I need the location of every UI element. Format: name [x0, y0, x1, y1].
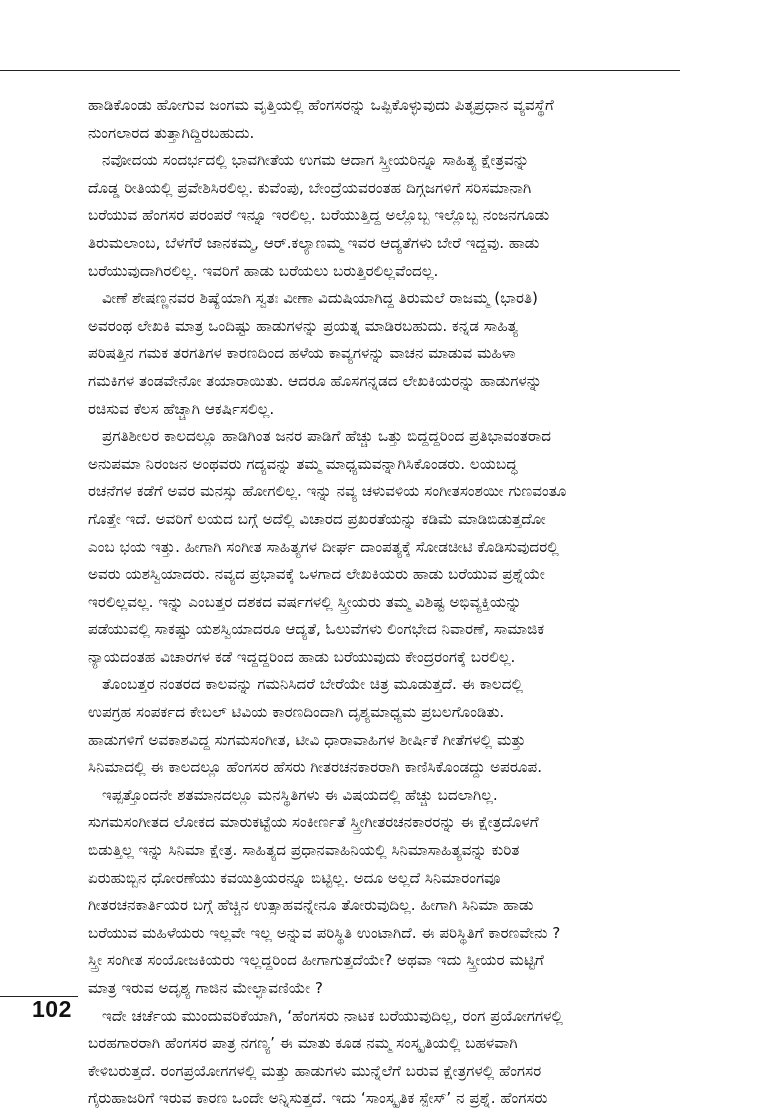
body-text [88, 92, 680, 1113]
text-line: ರಚಿಸುವ ಕೆಲಸ ಹೆಚ್ಚಾಗಿ ಆಕರ್ಷಿಸಲಿಲ್ಲ. [88, 399, 275, 418]
text-line: ಗಮಕಿಗಳ ತಂಡವೇನೋ ತಯಾರಾಯಿತು. ಆದರೂ ಹೊಸಗನ್ನಡದ ಲೇಖಕಿಯರನ್ನು ಹಾಡುಗಳನ್ನು [88, 371, 543, 390]
text-line: ಹಾಡಿಕೊಂಡು ಹೋಗುವ ಜಂಗಮ ವೃತ್ತಿಯಲ್ಲಿ ಹೆಂಗಸರನ್ನು ಒಪ್ಪಿಕೊಳ್ಳುವುದು ಪಿತೃಪ್ರಧಾನ ವ್ಯವಸ್ಥೆಗೆ [88, 96, 554, 114]
text-line: ಸುಗಮಸಂಗೀತದ ಲೋಕದ ಮಾರುಕಟ್ಟೆಯ ಸಂಕೀರ್ಣತೆ ಸ್ತ್ರೀಗೀತರಚನಕಾರರನ್ನು ಈ ಕ್ಷೇತ್ರದೊಳಗೆ [88, 813, 539, 832]
text-line: ಬರೆಯುವ ಹೆಂಗಸರ ಪರಂಪರೆ ಇನ್ನೂ ಇರಲಿಲ್ಲ. ಬರೆಯುತ್ತಿದ್ದ ಅಲ್ಲೊಬ್ಬ ಇಲ್ಲೊಬ್ಬ ನಂಜನಗೂಡು [88, 206, 550, 225]
text-line: ರಚನೆಗಳ ಕಡೆಗೆ ಅವರ ಮನಸ್ಸು ಹೋಗಲಿಲ್ಲ. ಇನ್ನು ನವ್ಯ ಚಳುವಳಿಯ ಸಂಗೀತಸಂಶಯೀ ಗುಣವಂತೂ [88, 482, 567, 501]
text-line: ನುಂಗಲಾರದ ತುತ್ತಾಗಿದ್ದಿರಬಹುದು. [88, 123, 255, 142]
page-number: 102 [32, 996, 72, 1022]
text-line: ತೊಂಬತ್ತರ ನಂತರದ ಕಾಲವನ್ನು ಗಮನಿಸಿದರೆ ಬೇರೆಯೇ ಚಿತ್ರ ಮೂಡುತ್ತದೆ. ಈ ಕಾಲದಲ್ಲಿ [102, 675, 524, 694]
text-line: ಉಪಗ್ರಹ ಸಂಪರ್ಕದ ಕೇಬಲ್ ಟಿವಿಯ ಕಾರಣದಿಂದಾಗಿ ದೃಶ್ಯಮಾಧ್ಯಮ ಪ್ರಬಲಗೊಂಡಿತು. [88, 703, 505, 722]
text-line: ಬರೆಯುವುದಾಗಿರಲಿಲ್ಲ. ಇವರಿಗೆ ಹಾಡು ಬರೆಯಲು ಬರುತ್ತಿರಲಿಲ್ಲವೆಂದಲ್ಲ. [88, 261, 439, 280]
text-line: ಹಾಡುಗಳಿಗೆ ಅವಕಾಶವಿದ್ದ ಸುಗಮಸಂಗೀತ, ಟೀವಿ ಧಾರಾವಾಹಿಗಳ ಶೀರ್ಷಿಕೆ ಗೀತೆಗಳಲ್ಲಿ ಮತ್ತು [88, 730, 526, 749]
text-line: ದೊಡ್ಡ ರೀತಿಯಲ್ಲಿ ಪ್ರವೇಶಿಸಿರಲಿಲ್ಲ. ಕುವೆಂಪು, ಬೇಂದ್ರೆಯವರಂತಹ ದಿಗ್ಗಜಗಳಿಗೆ ಸರಿಸಮಾನಾಗಿ [88, 178, 532, 197]
text-line: ಅವರು ಯಶಸ್ವಿಯಾದರು. ನವ್ಯದ ಪ್ರಭಾವಕ್ಕೆ ಒಳಗಾದ ಲೇಖಕಿಯರು ಹಾಡು ಬರೆಯುವ ಪ್ರಶ್ನೆಯೇ [88, 565, 545, 584]
text-line: ಪಡೆಯುವಲ್ಲಿ ಸಾಕಷ್ಟು ಯಶಸ್ವಿಯಾದರೂ ಆದ್ಯತೆ, ಓಲುವೆಗಳು ಲಿಂಗಭೇದ ನಿವಾರಣೆ, ಸಾಮಾಜಿಕ [88, 620, 545, 639]
text-line: ಸ್ತ್ರೀ ಸಂಗೀತ ಸಂಯೋಜಕಿಯರು ಇಲ್ಲದ್ದರಿಂದ ಹೀಗಾಗುತ್ತದೆಯೇ? ಅಥವಾ ಇದು ಸ್ತ್ರೀಯರ ಮಟ್ಟಿಗೆ [88, 951, 544, 970]
text-line: ಗೀತರಚನಕಾರ್ತಿಯರ ಬಗ್ಗೆ ಹೆಚ್ಚಿನ ಉತ್ಸಾಹವನ್ನೇನೂ ತೋರುವುದಿಲ್ಲ. ಹೀಗಾಗಿ ಸಿನಿಮಾ ಹಾಡು [88, 896, 534, 915]
text-line: ಇಪ್ಪತ್ತೊಂದನೇ ಶತಮಾನದಲ್ಲೂ ಮನಸ್ಥಿತಿಗಳು ಈ ವಿಷಯದಲ್ಲಿ ಹೆಚ್ಚು ಬದಲಾಗಿಲ್ಲ. [102, 785, 498, 804]
text-line: ಕೇಳಿಬರುತ್ತದೆ. ರಂಗಪ್ರಯೋಗಗಳಲ್ಲಿ ಮತ್ತು ಹಾಡುಗಳು ಮುನ್ನೆಲೆಗೆ ಬರುವ ಕ್ಷೇತ್ರಗಳಲ್ಲಿ ಹೆಂಗಸರ [88, 1061, 542, 1080]
text-line: ಏರುಹುಬ್ಬಿನ ಧೋರಣೆಯು ಕವಯಿತ್ರಿಯರನ್ನೂ ಬಿಟ್ಟಿಲ್ಲ. ಅದೂ ಅಲ್ಲದೆ ಸಿನಿಮಾರಂಗವೂ [88, 868, 501, 887]
text-line: ಬಿಡುತ್ತಿಲ್ಲ ಇನ್ನು ಸಿನಿಮಾ ಕ್ಷೇತ್ರ. ಸಾಹಿತ್ಯದ ಪ್ರಧಾನವಾಹಿನಿಯಲ್ಲಿ ಸಿನಿಮಾಸಾಹಿತ್ಯವನ್ನು ಕುರಿತ [88, 841, 520, 860]
text-line: ವೀಣೆ ಶೇಷಣ್ಣನವರ ಶಿಷ್ಯೆಯಾಗಿ ಸ್ವತಃ ವೀಣಾ ವಿದುಷಿಯಾಗಿದ್ದ ತಿರುಮಲೆ ರಾಜಮ್ಮ (ಭಾರತಿ) [102, 289, 538, 308]
text-line: ಮಾತ್ರ ಇರುವ ಅದೃಶ್ಯ ಗಾಜಿನ ಮೇಲ್ಛಾವಣಿಯೇ ? [88, 979, 323, 997]
text-line: ಪರಿಷತ್ತಿನ ಗಮಕ ತರಗತಿಗಳ ಕಾರಣದಿಂದ ಹಳೆಯ ಕಾವ್ಯಗಳನ್ನು ವಾಚನ ಮಾಡುವ ಮಹಿಳಾ [88, 344, 516, 363]
text-line: ಗೊತ್ತೇ ಇದೆ. ಅವರಿಗೆ ಲಯದ ಬಗ್ಗೆ ಅದೆಲ್ಲಿ ವಿಚಾರದ ಪ್ರಖರತೆಯನ್ನು ಕಡಿಮೆ ಮಾಡಿಬಿಡುತ್ತದೋ [88, 509, 546, 528]
text-line: ಅನುಪಮಾ ನಿರಂಜನ ಅಂಥವರು ಗದ್ಯವನ್ನು ತಮ್ಮ ಮಾಧ್ಯಮವನ್ನಾಗಿಸಿಕೊಂಡರು. ಲಯಬದ್ಧ [88, 454, 518, 473]
text-line: ಅವರಂಥ ಲೇಖಕಿ ಮಾತ್ರ ಒಂದಿಷ್ಟು ಹಾಡುಗಳನ್ನು ಪ್ರಯತ್ನ ಮಾಡಿರಬಹುದು. ಕನ್ನಡ ಸಾಹಿತ್ಯ [88, 316, 518, 335]
text-line: ಬರೆಯುವ ಮಹಿಳೆಯರು ಇಲ್ಲವೇ ಇಲ್ಲ ಅನ್ನುವ ಪರಿಸ್ಥಿತಿ ಉಂಟಾಗಿದೆ. ಈ ಪರಿಸ್ಥಿತಿಗೆ ಕಾರಣವೇನು ? [88, 923, 561, 942]
text-line: ಇದೇ ಚರ್ಚೆಯ ಮುಂದುವರಿಕೆಯಾಗಿ, ‘ಹೆಂಗಸರು ನಾಟಕ ಬರೆಯುವುದಿಲ್ಲ, ರಂಗ ಪ್ರಯೋಗಗಳಲ್ಲಿ [102, 1006, 563, 1025]
text-line: ತಿರುಮಲಾಂಬ, ಬೆಳಗೆರೆ ಜಾನಕಮ್ಮ, ಆರ್.ಕಲ್ಯಾಣಮ್ಮ ಇವರ ಆದ್ಯತೆಗಳು ಬೇರೆ ಇದ್ದವು. ಹಾಡು [88, 233, 540, 252]
text-line: ನ್ಯಾಯದಂತಹ ವಿಚಾರಗಳ ಕಡೆ ಇದ್ದದ್ದರಿಂದ ಹಾಡು ಬರೆಯುವುದು ಕೇಂದ್ರರಂಗಕ್ಕೆ ಬರಲಿಲ್ಲ. [88, 647, 516, 666]
text-line: ಸಿನಿಮಾದಲ್ಲಿ ಈ ಕಾಲದಲ್ಲೂ ಹೆಂಗಸರ ಹೆಸರು ಗೀತರಚನಕಾರರಾಗಿ ಕಾಣಿಸಿಕೊಂಡದ್ದು ಅಪರೂಪ. [88, 758, 543, 777]
text-line: ನವೋದಯ ಸಂದರ್ಭದಲ್ಲಿ ಭಾವಗೀತೆಯ ಉಗಮ ಆದಾಗ ಸ್ತ್ರೀಯರಿನ್ನೂ ಸಾಹಿತ್ಯ ಕ್ಷೇತ್ರವನ್ನು [102, 151, 530, 170]
text-line: ಬರಹಗಾರರಾಗಿ ಹೆಂಗಸರ ಪಾತ್ರ ನಗಣ್ಯ’ ಈ ಮಾತು ಕೂಡ ನಮ್ಮ ಸಂಸ್ಕೃತಿಯಲ್ಲಿ ಬಹಳವಾಗಿ [88, 1034, 518, 1053]
text-line: ಎಂಬ ಭಯ ಇತ್ತು. ಹೀಗಾಗಿ ಸಂಗೀತ ಸಾಹಿತ್ಯಗಳ ದೀರ್ಘ ದಾಂಪತ್ಯಕ್ಕೆ ಸೋಡಚೀಟಿ ಕೊಡಿಸುವುದರಲ್ಲಿ [88, 537, 559, 556]
text-line: ಗೈರುಹಾಜರಿಗೆ ಇರುವ ಕಾರಣ ಒಂದೇ ಅನ್ನಿಸುತ್ತದೆ. ಇದು ‘ಸಾಂಸ್ಕೃತಿಕ ಸ್ಪೇಸ್’ ನ ಪ್ರಶ್ನೆ. ಹೆಂಗಸರು [88, 1089, 548, 1108]
text-line: ಪ್ರಗತಿಶೀಲರ ಕಾಲದಲ್ಲೂ ಹಾಡಿಗಿಂತ ಜನರ ಪಾಡಿಗೆ ಹೆಚ್ಚು ಒತ್ತು ಬಿದ್ದದ್ದರಿಂದ ಪ್ರತಿಭಾವಂತರಾದ [102, 427, 552, 446]
text-line: ಇರಲಿಲ್ಲವಲ್ಲ. ಇನ್ನು ಎಂಬತ್ತರ ದಶಕದ ವರ್ಷಗಳಲ್ಲಿ ಸ್ತ್ರೀಯರು ತಮ್ಮ ವಿಶಿಷ್ಟ ಅಭಿವ್ಯಕ್ತಿಯನ್ನು [88, 592, 522, 611]
header-rule [0, 70, 680, 71]
